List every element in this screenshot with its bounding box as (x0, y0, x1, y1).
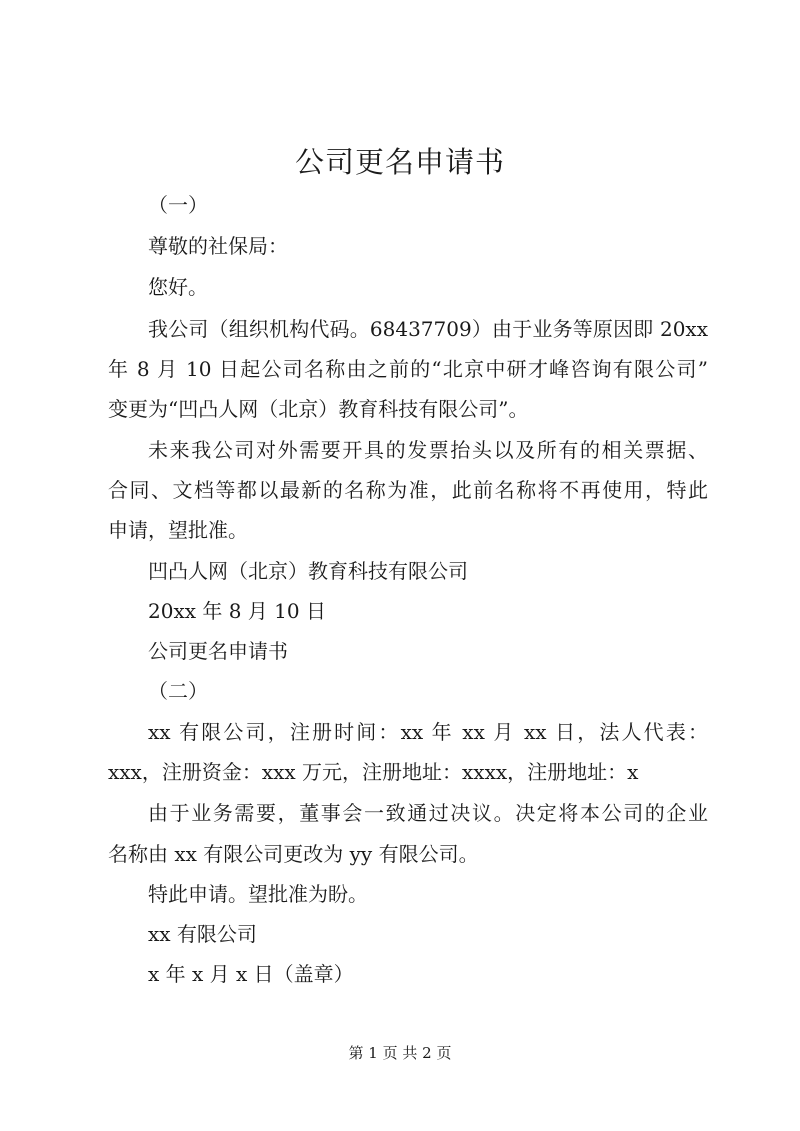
paragraph-1-line-3: 变更为“凹凸人网（北京）教育科技有限公司”。 (108, 397, 529, 421)
greeting: 您好。 (148, 275, 208, 299)
paragraph-1-line-1: 我公司（组织机构代码。68437709）由于业务等原因即 20xx (148, 317, 708, 341)
paragraph-2-line-1: 未来我公司对外需要开具的发票抬头以及所有的相关票据、 (148, 438, 708, 462)
closing-request: 特此申请。望批准为盼。 (148, 882, 368, 906)
paragraph-4-line-2: 名称由 xx 有限公司更改为 yy 有限公司。 (108, 842, 479, 866)
company-signature-2: xx 有限公司 (148, 922, 257, 946)
paragraph-4-line-1: 由于业务需要，董事会一致通过决议。决定将本公司的企业 (148, 801, 708, 825)
section-one-heading: （一） (148, 193, 208, 217)
signature-date: 20xx 年 8 月 10 日 (148, 599, 326, 623)
paragraph-1-line-2: 年 8 月 10 日起公司名称由之前的“北京中研才峰咨询有限公司” (108, 357, 708, 381)
page-footer: 第 1 页 共 2 页 (348, 1044, 452, 1062)
paragraph-3-line-2: xxx，注册资金：xxx 万元，注册地址：xxxx，注册地址：x (108, 760, 639, 784)
paragraph-3-line-1: xx 有限公司，注册时间：xx 年 xx 月 xx 日，法人代表： (148, 720, 708, 744)
document-title: 公司更名申请书 (294, 145, 505, 179)
company-signature: 凹凸人网（北京）教育科技有限公司 (148, 559, 468, 583)
paragraph-2-line-2: 合同、文档等都以最新的名称为准，此前名称将不再使用，特此 (108, 478, 708, 502)
second-title: 公司更名申请书 (148, 639, 288, 663)
section-two-heading: （二） (148, 679, 208, 703)
paragraph-2-line-3: 申请，望批准。 (108, 518, 248, 542)
salutation: 尊敬的社保局： (148, 234, 288, 258)
seal-date: x 年 x 月 x 日（盖章） (148, 962, 354, 986)
